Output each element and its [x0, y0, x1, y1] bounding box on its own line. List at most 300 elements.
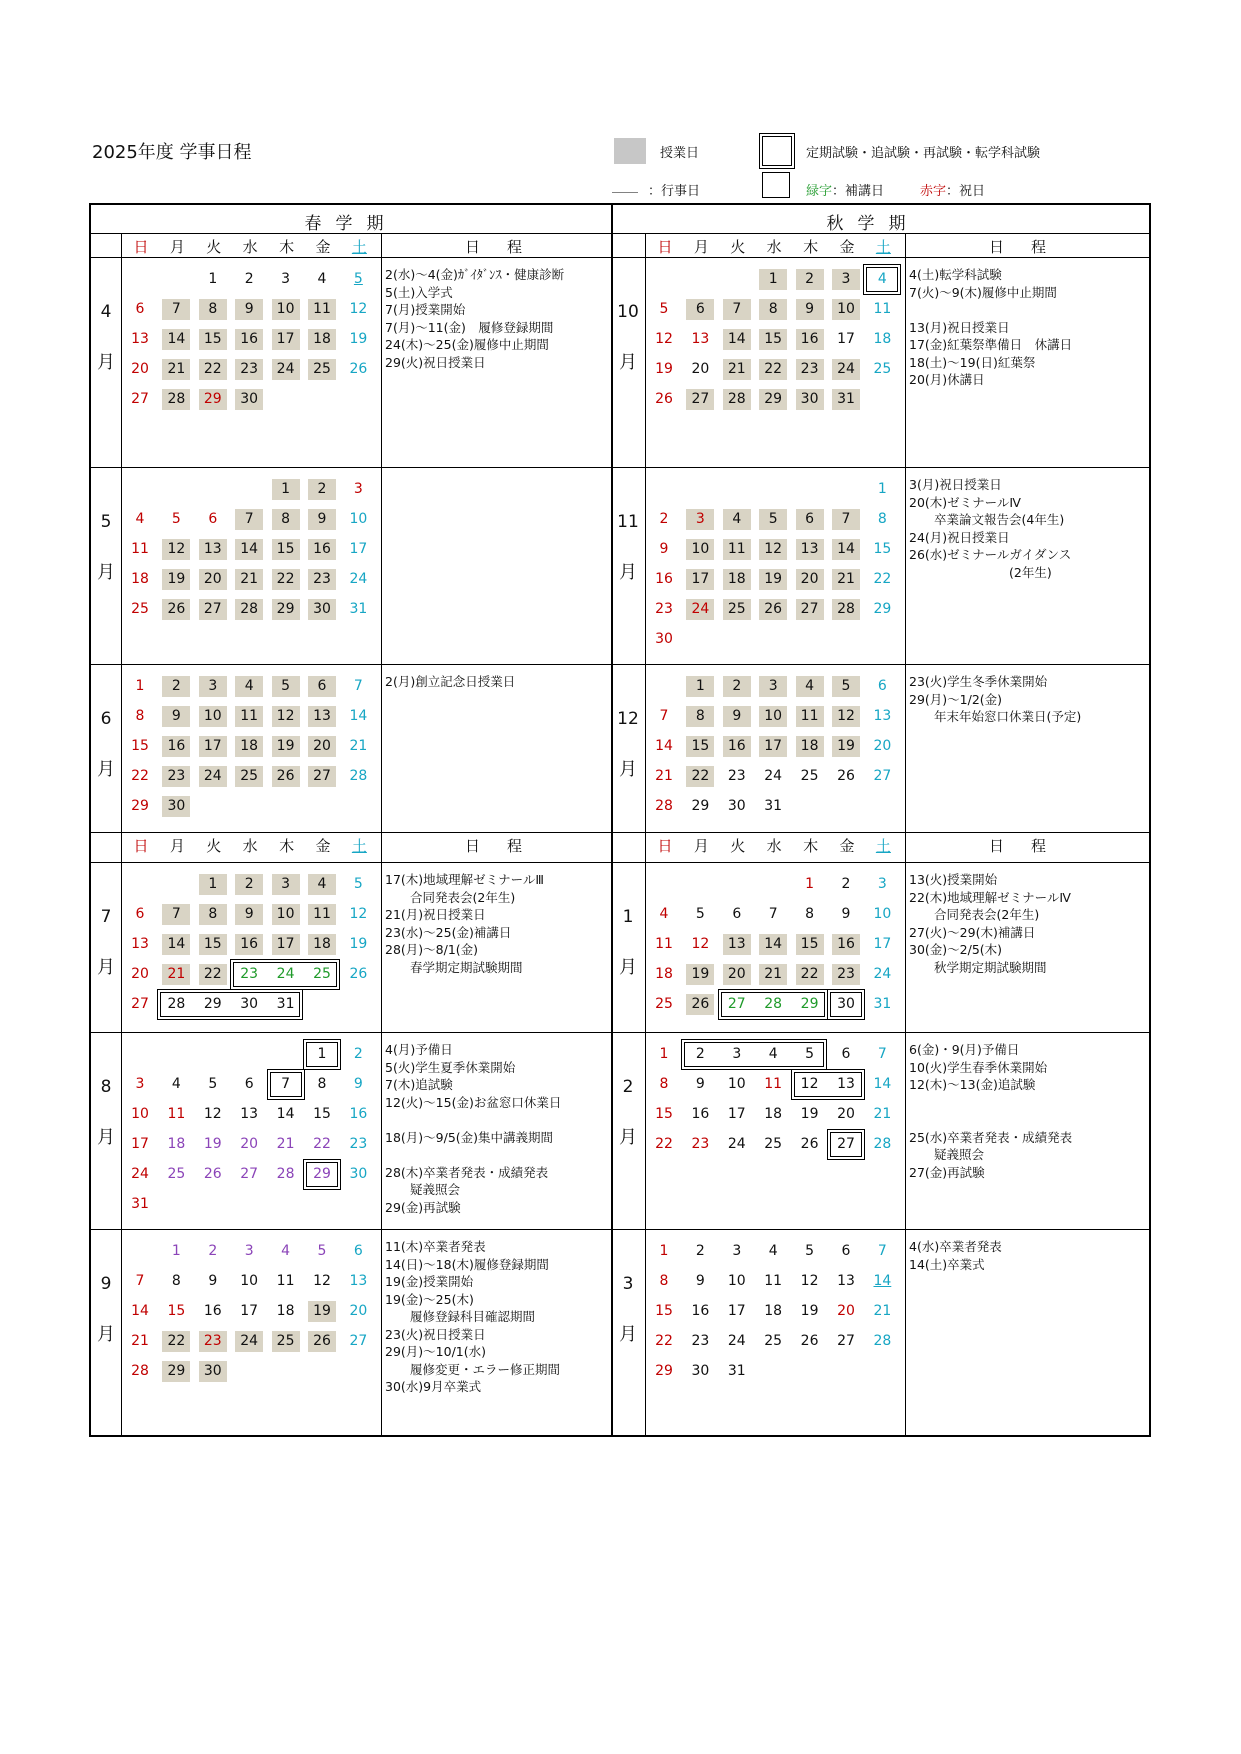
day-feb-2: 2	[695, 1046, 705, 1062]
day-jan-22: 22	[796, 964, 824, 985]
event-sep-8: 30(水)9月卒業式	[385, 1379, 482, 1394]
day-mar-30: 30	[691, 1363, 710, 1379]
event-jul-4: 28(月)～8/1(金)	[385, 942, 479, 957]
legend-exam-label: 定期試験・追試験・再試験・転学科試験	[806, 146, 1041, 161]
event-jul-3: 23(水)～25(金)補講日	[385, 924, 512, 940]
exam-frame-jul-23-25	[233, 962, 337, 987]
day-apr-11: 11	[308, 299, 336, 320]
event-nov-0: 3(月)祝日授業日	[909, 477, 1002, 492]
weekday-header-1-0-3: 水	[766, 238, 782, 256]
day-dec-18: 18	[796, 736, 824, 757]
schedule-header-0-0: 日 程	[464, 238, 528, 256]
legend-extra-swatch	[762, 172, 790, 198]
day-nov-13: 13	[796, 539, 824, 560]
day-may-10: 10	[349, 511, 368, 527]
month-suffix-mar: 月	[619, 1324, 637, 1345]
month-suffix-oct: 月	[619, 352, 637, 373]
event-aug-1: 5(火)学生夏季休業開始	[385, 1059, 516, 1075]
col-events-left	[381, 233, 382, 1435]
event-jan-5: 秋学期定期試験期間	[909, 959, 1047, 975]
day-aug-2: 2	[353, 1046, 363, 1062]
day-jan-21: 21	[759, 964, 787, 985]
day-may-13: 13	[199, 539, 227, 560]
semester-spring-title: 春学期	[304, 214, 398, 234]
day-apr-20: 20	[131, 361, 149, 377]
event-nov-2: 卒業論文報告会(4年生)	[909, 512, 1065, 527]
day-jul-24: 24	[276, 966, 295, 982]
event-feb-7: 27(金)再試験	[909, 1164, 985, 1180]
day-jul-11: 11	[308, 904, 336, 925]
day-dec-29: 29	[691, 798, 710, 814]
day-jul-23: 23	[240, 966, 259, 982]
event-sep-3: 19(金)～25(木)	[385, 1291, 474, 1307]
day-aug-4: 4	[171, 1076, 181, 1092]
day-may-16: 16	[308, 539, 336, 560]
day-sep-10: 10	[240, 1273, 259, 1289]
day-feb-27: 27	[837, 1136, 855, 1152]
day-dec-4: 4	[796, 676, 824, 697]
rule-row-3	[91, 862, 1149, 863]
day-may-28: 28	[235, 599, 263, 620]
day-oct-5: 5	[659, 301, 669, 317]
day-nov-17: 17	[686, 569, 714, 590]
day-aug-20: 20	[240, 1136, 259, 1152]
day-aug-16: 16	[349, 1106, 368, 1122]
day-jul-16: 16	[235, 934, 263, 955]
day-jan-27: 27	[727, 996, 746, 1012]
event-sep-7: 履修変更・エラー修正期間	[385, 1361, 561, 1377]
day-mar-16: 16	[691, 1303, 710, 1319]
event-nov-3: 24(月)祝日授業日	[909, 529, 1010, 545]
day-may-5: 5	[171, 511, 181, 527]
day-jan-25: 25	[655, 996, 673, 1012]
col-month-right	[645, 233, 646, 1435]
day-nov-14: 14	[832, 539, 860, 560]
day-nov-2: 2	[659, 511, 669, 527]
event-jul-0: 17(木)地域理解ゼミナールⅢ	[385, 872, 545, 887]
day-oct-16: 16	[796, 329, 824, 350]
month-number-aug: 8	[100, 1077, 112, 1097]
day-jul-19: 19	[349, 936, 368, 952]
day-oct-18: 18	[873, 331, 892, 347]
month-number-jul: 7	[100, 907, 112, 927]
legend-red-desc: ：祝日	[946, 184, 986, 199]
day-apr-6: 6	[135, 301, 145, 317]
day-may-22: 22	[272, 569, 300, 590]
day-oct-1: 1	[759, 269, 787, 290]
event-jan-4: 30(金)～2/5(木)	[909, 942, 1003, 957]
day-feb-11: 11	[764, 1076, 783, 1092]
weekday-header-0-1-1: 月	[169, 837, 185, 855]
day-nov-10: 10	[686, 539, 714, 560]
day-mar-1: 1	[659, 1243, 669, 1259]
day-jul-26: 26	[349, 966, 368, 982]
day-mar-5: 5	[805, 1243, 815, 1259]
day-oct-6: 6	[686, 299, 714, 320]
day-oct-24: 24	[832, 359, 860, 380]
event-apr-0: 2(水)～4(金)ｶﾞｲﾀﾞﾝｽ・健康診断	[385, 267, 565, 282]
event-apr-5: 29(火)祝日授業日	[385, 354, 486, 370]
day-mar-19: 19	[800, 1303, 819, 1319]
event-aug-9: 29(金)再試験	[385, 1199, 461, 1215]
day-jan-4: 4	[659, 906, 669, 922]
day-nov-12: 12	[759, 539, 787, 560]
day-apr-27: 27	[131, 391, 149, 407]
day-jan-11: 11	[655, 936, 673, 952]
day-jan-15: 15	[796, 934, 824, 955]
day-sep-14: 14	[131, 1303, 149, 1319]
day-mar-23: 23	[691, 1333, 710, 1349]
day-nov-24: 24	[686, 599, 714, 620]
weekday-header-0-0-2: 火	[206, 238, 222, 256]
day-oct-14: 14	[723, 329, 751, 350]
day-jan-13: 13	[723, 934, 751, 955]
weekday-header-1-0-5: 金	[839, 238, 855, 256]
day-apr-16: 16	[235, 329, 263, 350]
day-apr-12: 12	[349, 301, 368, 317]
legend-red-label: 赤字	[920, 184, 947, 199]
col-semester-divider	[611, 205, 613, 1435]
event-feb-1: 10(火)学生春季休業開始	[909, 1059, 1048, 1075]
day-mar-11: 11	[764, 1273, 783, 1289]
day-oct-28: 28	[723, 389, 751, 410]
day-jul-30: 30	[240, 996, 259, 1012]
day-sep-24: 24	[235, 1331, 263, 1352]
event-sep-0: 11(木)卒業者発表	[385, 1239, 486, 1254]
legend-event-label: ：行事日	[648, 184, 701, 199]
day-dec-16: 16	[723, 736, 751, 757]
weekday-header-0-0-4: 木	[279, 238, 295, 256]
exam-frame-jan-27-29	[721, 992, 825, 1017]
day-sep-28: 28	[131, 1363, 149, 1379]
day-sep-18: 18	[276, 1303, 295, 1319]
day-aug-29: 29	[313, 1166, 331, 1182]
day-mar-22: 22	[655, 1333, 673, 1349]
col-events-right	[905, 233, 906, 1435]
day-dec-23: 23	[727, 768, 746, 784]
rule-row-1	[91, 664, 1149, 665]
day-oct-7: 7	[723, 299, 751, 320]
day-dec-11: 11	[796, 706, 824, 727]
day-may-14: 14	[235, 539, 263, 560]
day-mar-15: 15	[655, 1303, 673, 1319]
month-number-feb: 2	[622, 1077, 634, 1097]
day-apr-5: 5	[353, 271, 363, 287]
day-jan-20: 20	[723, 964, 751, 985]
day-jan-17: 17	[873, 936, 892, 952]
day-sep-11: 11	[276, 1273, 295, 1289]
day-jul-5: 5	[353, 876, 363, 892]
day-feb-5: 5	[805, 1046, 815, 1062]
day-aug-13: 13	[240, 1106, 259, 1122]
day-jul-22: 22	[199, 964, 227, 985]
day-mar-7: 7	[877, 1243, 887, 1259]
col-month-left	[121, 233, 122, 1435]
day-may-19: 19	[162, 569, 190, 590]
event-sep-5: 23(火)祝日授業日	[385, 1326, 486, 1342]
day-apr-19: 19	[349, 331, 368, 347]
day-apr-2: 2	[244, 271, 254, 287]
day-aug-25: 25	[167, 1166, 186, 1182]
legend-makeup	[806, 180, 884, 199]
day-oct-3: 3	[832, 269, 860, 290]
day-may-29: 29	[272, 599, 300, 620]
event-sep-2: 19(金)授業開始	[385, 1274, 474, 1289]
weekday-header-1-1-0: 日	[657, 837, 673, 855]
day-mar-13: 13	[837, 1273, 855, 1289]
day-jun-30: 30	[162, 796, 190, 817]
day-mar-14: 14	[873, 1273, 892, 1289]
day-jun-6: 6	[308, 676, 336, 697]
day-dec-3: 3	[759, 676, 787, 697]
month-number-nov: 11	[617, 512, 639, 532]
day-sep-27: 27	[349, 1333, 368, 1349]
day-oct-29: 29	[759, 389, 787, 410]
day-jul-8: 8	[199, 904, 227, 925]
day-apr-9: 9	[235, 299, 263, 320]
day-nov-22: 22	[873, 571, 892, 587]
day-aug-10: 10	[131, 1106, 149, 1122]
day-aug-28: 28	[276, 1166, 295, 1182]
weekday-header-1-1-5: 金	[839, 837, 855, 855]
day-sep-3: 3	[244, 1243, 254, 1259]
rule-header-top	[91, 233, 1149, 234]
day-jun-3: 3	[199, 676, 227, 697]
day-jul-3: 3	[272, 874, 300, 895]
day-nov-18: 18	[723, 569, 751, 590]
day-jan-19: 19	[686, 964, 714, 985]
day-oct-31: 31	[832, 389, 860, 410]
day-nov-26: 26	[759, 599, 787, 620]
day-aug-24: 24	[131, 1166, 149, 1182]
weekday-header-0-0-3: 水	[242, 238, 258, 256]
weekday-header-1-0-1: 月	[693, 238, 709, 256]
day-mar-18: 18	[764, 1303, 783, 1319]
day-feb-7: 7	[877, 1046, 887, 1062]
event-oct-5: 18(土)～19(日)紅葉祭	[909, 354, 1036, 370]
day-jan-30: 30	[837, 996, 855, 1012]
day-jul-25: 25	[313, 966, 331, 982]
event-oct-4: 17(金)紅葉祭準備日 休講日	[909, 337, 1073, 352]
legend-exam-swatch	[762, 136, 792, 166]
day-apr-23: 23	[235, 359, 263, 380]
day-nov-27: 27	[796, 599, 824, 620]
event-aug-8: 疑義照会	[385, 1182, 461, 1197]
day-nov-21: 21	[832, 569, 860, 590]
day-dec-26: 26	[837, 768, 855, 784]
day-dec-14: 14	[655, 738, 673, 754]
day-jan-24: 24	[873, 966, 892, 982]
day-nov-29: 29	[873, 601, 892, 617]
day-jun-16: 16	[162, 736, 190, 757]
day-jul-7: 7	[162, 904, 190, 925]
day-nov-9: 9	[659, 541, 669, 557]
day-sep-22: 22	[162, 1331, 190, 1352]
event-jan-3: 27(火)～29(木)補講日	[909, 924, 1036, 940]
day-jul-15: 15	[199, 934, 227, 955]
day-jun-8: 8	[135, 708, 145, 724]
exam-frame-oct-4	[866, 267, 898, 292]
event-oct-1: 7(火)～9(木)履修中止期間	[909, 284, 1057, 300]
day-oct-19: 19	[655, 361, 673, 377]
day-oct-15: 15	[759, 329, 787, 350]
day-jul-20: 20	[131, 966, 149, 982]
event-feb-2: 12(木)～13(金)追試験	[909, 1077, 1036, 1092]
day-apr-29: 29	[199, 389, 227, 410]
day-jun-14: 14	[349, 708, 368, 724]
day-sep-7: 7	[135, 1273, 145, 1289]
day-jul-28: 28	[167, 996, 186, 1012]
day-jun-21: 21	[349, 738, 368, 754]
day-jul-9: 9	[235, 904, 263, 925]
day-jun-27: 27	[308, 766, 336, 787]
weekday-header-0-1-2: 火	[206, 837, 222, 855]
day-oct-30: 30	[796, 389, 824, 410]
day-aug-26: 26	[203, 1166, 222, 1182]
day-jun-23: 23	[162, 766, 190, 787]
day-nov-4: 4	[723, 509, 751, 530]
legend-class-day-swatch	[614, 138, 646, 164]
day-jun-9: 9	[162, 706, 190, 727]
event-aug-7: 28(木)卒業者発表・成績発表	[385, 1164, 549, 1180]
day-sep-12: 12	[313, 1273, 331, 1289]
day-nov-3: 3	[686, 509, 714, 530]
event-jan-2: 合同発表会(2年生)	[909, 907, 1040, 922]
day-sep-13: 13	[349, 1273, 368, 1289]
day-may-2: 2	[308, 479, 336, 500]
day-oct-22: 22	[759, 359, 787, 380]
day-may-4: 4	[135, 511, 145, 527]
day-aug-18: 18	[167, 1136, 186, 1152]
day-nov-23: 23	[655, 601, 673, 617]
day-mar-27: 27	[837, 1333, 855, 1349]
day-jun-25: 25	[235, 766, 263, 787]
event-oct-6: 20(月)休講日	[909, 372, 985, 387]
day-jun-4: 4	[235, 676, 263, 697]
day-sep-23: 23	[199, 1331, 227, 1352]
exam-frame-feb-27	[830, 1132, 862, 1157]
event-apr-1: 5(土)入学式	[385, 284, 453, 300]
day-may-7: 7	[235, 509, 263, 530]
event-aug-2: 7(木)追試験	[385, 1077, 453, 1092]
day-apr-28: 28	[162, 389, 190, 410]
month-suffix-sep: 月	[97, 1324, 115, 1345]
day-feb-16: 16	[691, 1106, 710, 1122]
day-apr-21: 21	[162, 359, 190, 380]
day-jan-14: 14	[759, 934, 787, 955]
day-feb-13: 13	[837, 1076, 855, 1092]
day-dec-1: 1	[686, 676, 714, 697]
day-dec-31: 31	[764, 798, 783, 814]
weekday-header-1-1-1: 月	[693, 837, 709, 855]
weekday-header-0-1-4: 木	[279, 837, 295, 855]
weekday-header-1-0-0: 日	[657, 238, 673, 256]
day-jul-4: 4	[308, 874, 336, 895]
legend-class-day-label: 授業日	[660, 146, 700, 161]
month-suffix-feb: 月	[619, 1127, 637, 1148]
day-oct-21: 21	[723, 359, 751, 380]
event-mar-0: 4(水)卒業者発表	[909, 1239, 1002, 1254]
exam-frame-aug-7	[270, 1072, 302, 1097]
day-apr-7: 7	[162, 299, 190, 320]
legend-green-desc: ：補講日	[832, 184, 885, 199]
day-may-31: 31	[349, 601, 368, 617]
day-jan-16: 16	[832, 934, 860, 955]
day-apr-13: 13	[131, 331, 149, 347]
day-sep-9: 9	[208, 1273, 218, 1289]
day-sep-26: 26	[308, 1331, 336, 1352]
day-nov-30: 30	[655, 631, 673, 647]
day-aug-30: 30	[349, 1166, 368, 1182]
day-oct-4: 4	[877, 271, 887, 287]
day-dec-7: 7	[659, 708, 669, 724]
day-jan-2: 2	[841, 876, 851, 892]
month-number-sep: 9	[100, 1274, 112, 1294]
rule-row-2	[91, 832, 1149, 833]
day-dec-8: 8	[686, 706, 714, 727]
day-jul-13: 13	[131, 936, 149, 952]
day-mar-10: 10	[727, 1273, 746, 1289]
month-suffix-jul: 月	[97, 957, 115, 978]
day-jun-26: 26	[272, 766, 300, 787]
day-may-26: 26	[162, 599, 190, 620]
day-nov-11: 11	[723, 539, 751, 560]
day-dec-22: 22	[686, 766, 714, 787]
day-nov-5: 5	[759, 509, 787, 530]
day-jan-6: 6	[732, 906, 742, 922]
day-aug-1: 1	[317, 1046, 327, 1062]
day-mar-2: 2	[695, 1243, 705, 1259]
event-nov-4: 26(水)ゼミナールガイダンス	[909, 547, 1072, 562]
day-dec-24: 24	[764, 768, 783, 784]
day-jul-14: 14	[162, 934, 190, 955]
day-mar-29: 29	[655, 1363, 673, 1379]
day-feb-18: 18	[764, 1106, 783, 1122]
event-jan-0: 13(火)授業開始	[909, 872, 998, 887]
month-suffix-aug: 月	[97, 1127, 115, 1148]
day-feb-8: 8	[659, 1076, 669, 1092]
day-aug-27: 27	[240, 1166, 259, 1182]
day-oct-9: 9	[796, 299, 824, 320]
schedule-header-0-1: 日 程	[464, 837, 528, 855]
day-feb-6: 6	[841, 1046, 851, 1062]
day-jan-5: 5	[695, 906, 705, 922]
day-dec-10: 10	[759, 706, 787, 727]
event-jul-5: 春学期定期試験期間	[385, 959, 523, 975]
weekday-header-0-0-5: 金	[315, 238, 331, 256]
event-oct-0: 4(土)転学科試験	[909, 267, 1002, 282]
day-sep-25: 25	[272, 1331, 300, 1352]
day-mar-31: 31	[727, 1363, 746, 1379]
legend-holiday	[920, 180, 985, 199]
month-number-mar: 3	[622, 1274, 634, 1294]
day-jan-7: 7	[768, 906, 778, 922]
day-jun-29: 29	[131, 798, 149, 814]
day-sep-19: 19	[308, 1301, 336, 1322]
month-number-oct: 10	[617, 302, 639, 322]
schedule-header-1-1: 日 程	[988, 837, 1052, 855]
day-may-9: 9	[308, 509, 336, 530]
day-nov-8: 8	[877, 511, 887, 527]
day-sep-8: 8	[171, 1273, 181, 1289]
day-may-3: 3	[353, 481, 363, 497]
event-apr-2: 7(月)授業開始	[385, 302, 466, 317]
day-apr-18: 18	[308, 329, 336, 350]
month-number-apr: 4	[100, 302, 112, 322]
day-mar-24: 24	[727, 1333, 746, 1349]
day-jan-29: 29	[800, 996, 819, 1012]
day-sep-30: 30	[199, 1361, 227, 1382]
